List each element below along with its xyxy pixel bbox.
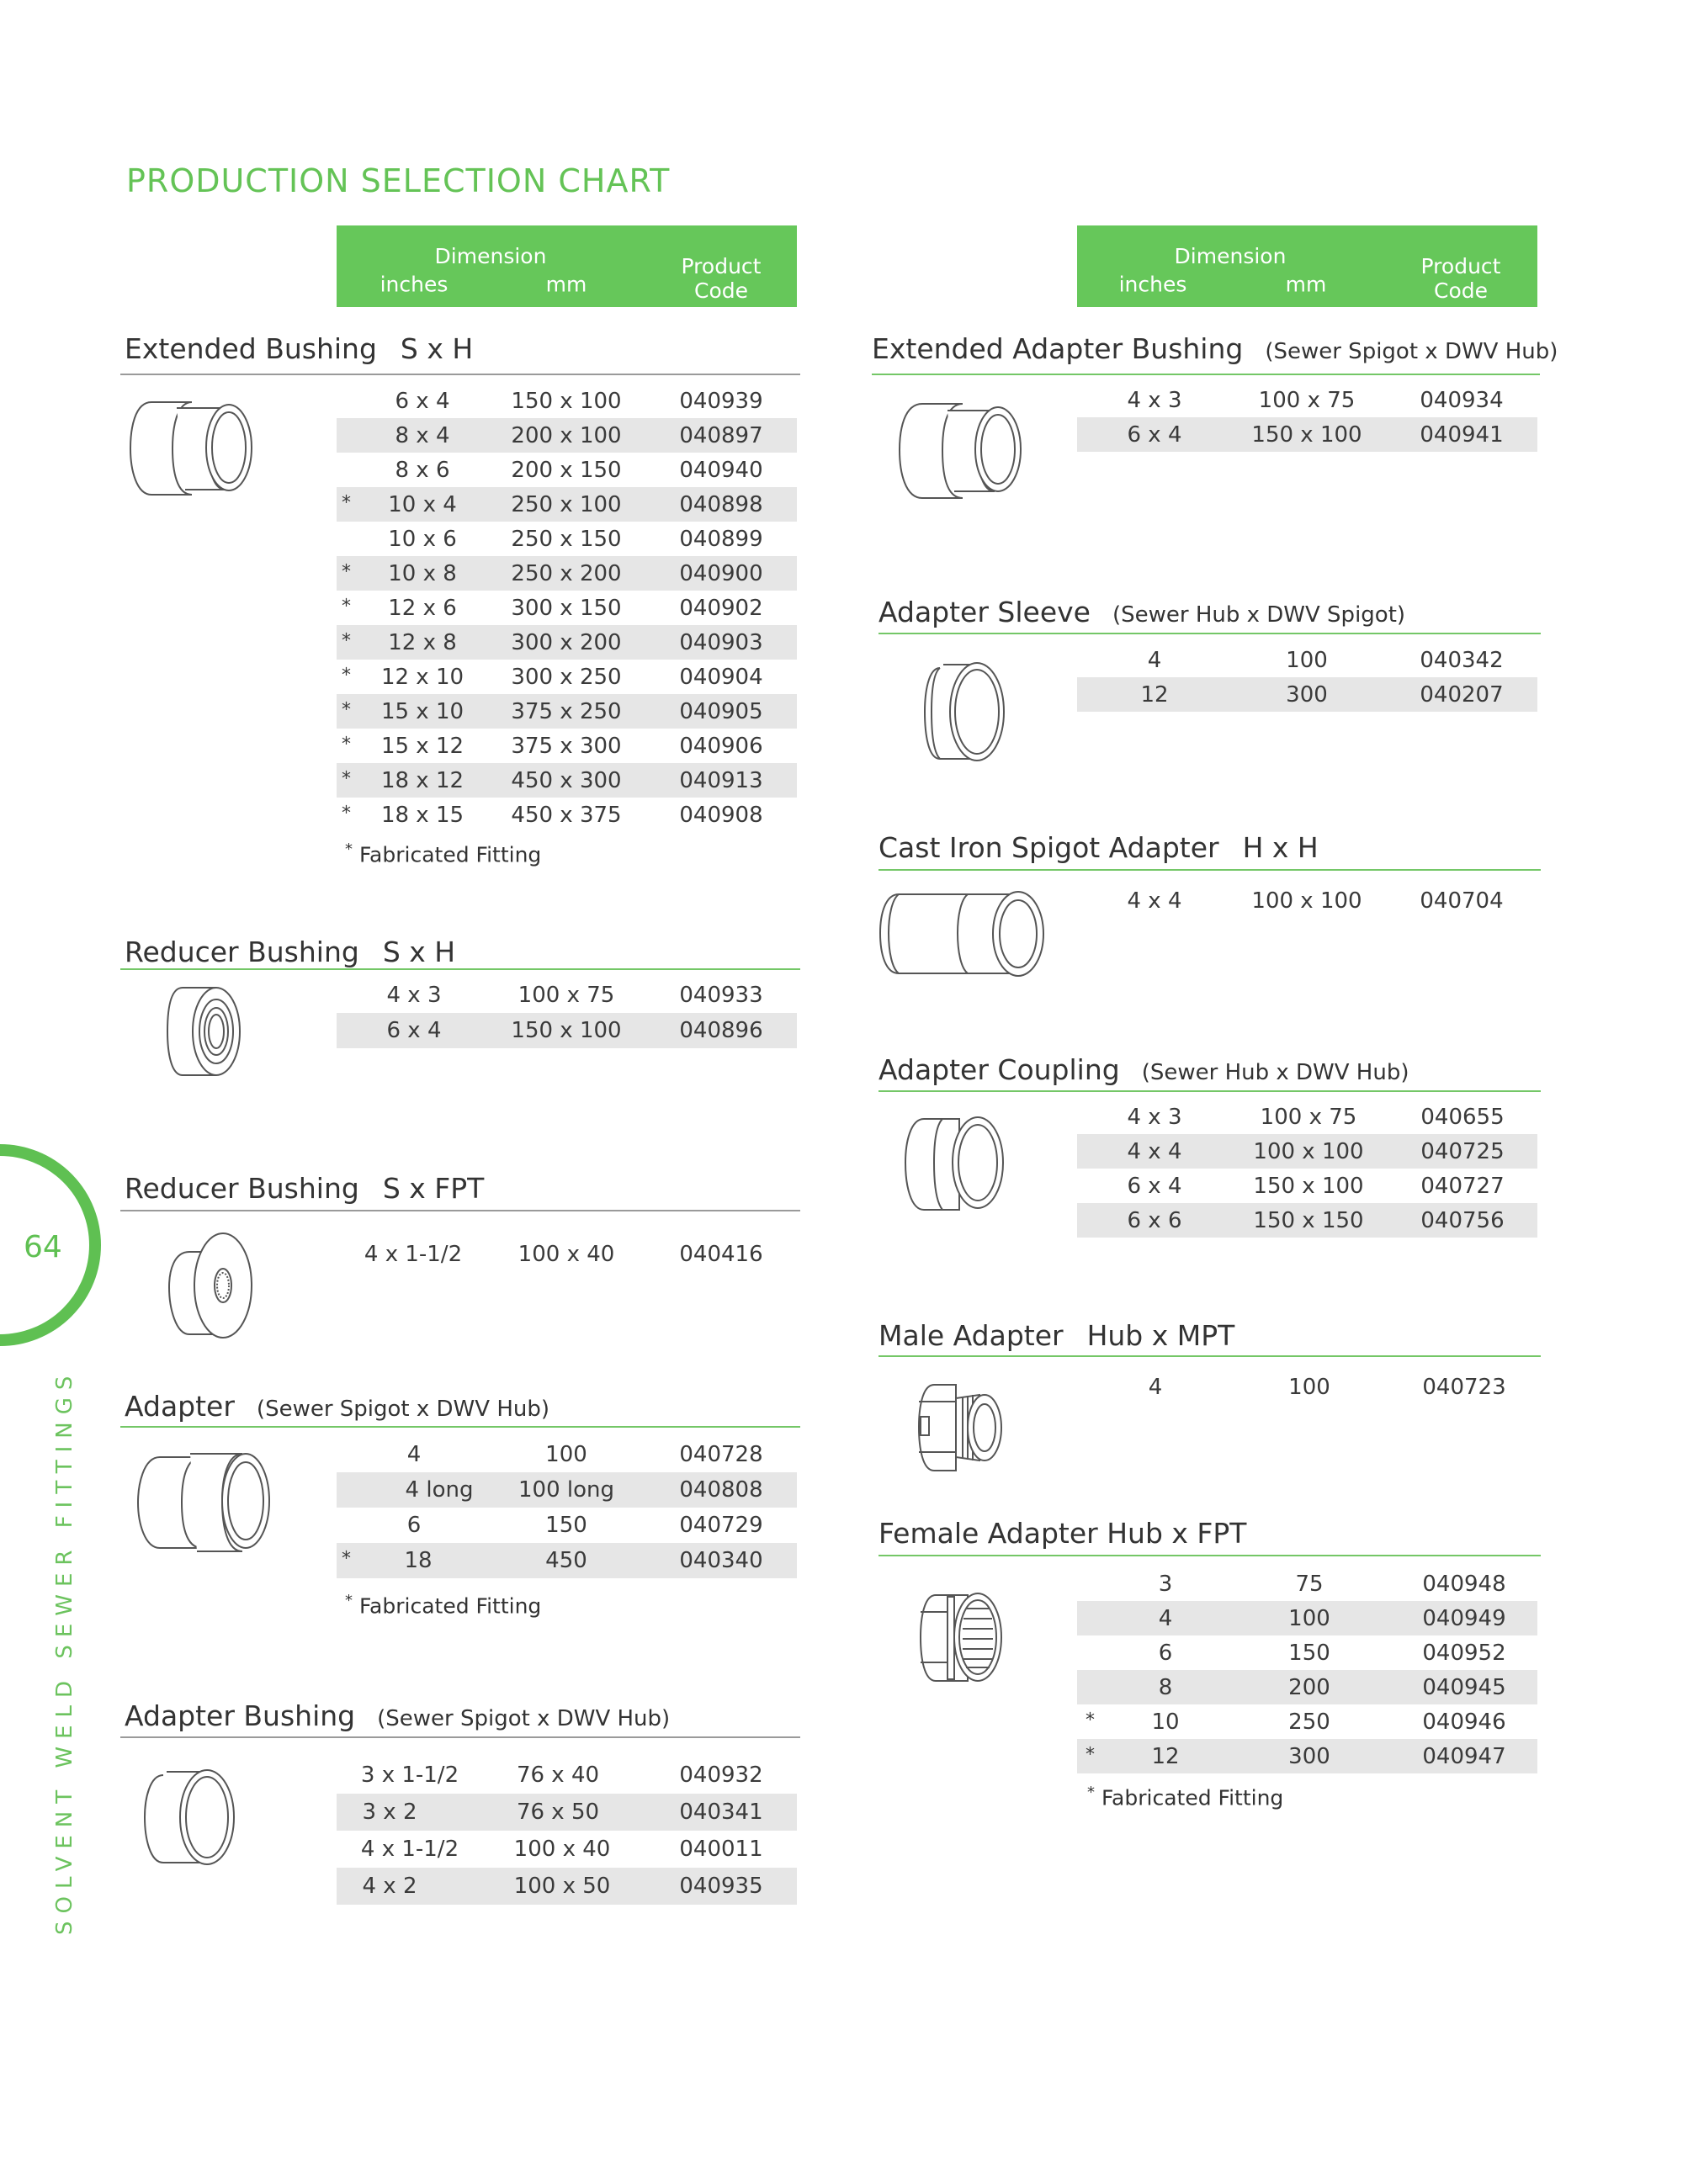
table-header-right xyxy=(1077,225,1537,307)
section-rule xyxy=(879,1355,1541,1357)
section-rule xyxy=(120,968,800,970)
table-adapter-bushing xyxy=(337,1757,797,1905)
table-row: 3 x 2 76 x 50 040341 xyxy=(337,1794,797,1831)
section-rule xyxy=(120,1736,800,1738)
side-label: SOLVENT WELD SEWER FITTINGS xyxy=(52,1368,77,1935)
page-number: 64 xyxy=(24,1230,62,1264)
table-row: 4 x 3 100 x 75 040933 xyxy=(386,983,763,1008)
extended-adapter-bushing-image xyxy=(895,395,1030,505)
table-adapter xyxy=(337,1437,797,1578)
header-mm: mm xyxy=(1285,272,1327,297)
adapter-bushing-image xyxy=(141,1765,238,1870)
header-dimension: Dimension xyxy=(1174,244,1287,268)
table-row: 6 x 6 150 x 150 040756 xyxy=(1077,1203,1537,1238)
cast-iron-spigot-adapter-image xyxy=(877,888,1049,980)
table-reducer-bushing-sh xyxy=(337,978,797,1048)
header-mm: mm xyxy=(545,272,587,297)
section-rule xyxy=(120,1210,800,1211)
section-title-adapter: Adapter (Sewer Spigot x DWV Hub) xyxy=(125,1390,549,1423)
adapter-image xyxy=(135,1445,273,1559)
table-row: 6 150 040729 xyxy=(406,1513,763,1538)
table-row: 6 x 4 150 x 100 040941 xyxy=(1077,417,1537,452)
table-row: * 12 x 10 300 x 250 040904 xyxy=(342,664,763,690)
header-product: Product xyxy=(681,254,762,278)
section-rule xyxy=(120,1426,800,1428)
table-row: * 18 450 040340 xyxy=(337,1543,797,1578)
table-row: * 18 x 12 450 x 300 040913 xyxy=(337,763,797,798)
table-row: * 15 x 12 375 x 300 040906 xyxy=(342,733,763,759)
table-row: 4 100 040723 xyxy=(1148,1375,1506,1400)
table-row: 4 x 4 100 x 100 040704 xyxy=(1127,888,1504,914)
table-row: * 12 x 6 300 x 150 040902 xyxy=(342,595,763,621)
table-row: 8 x 4 200 x 100 040897 xyxy=(337,418,797,453)
header-inches: inches xyxy=(1118,272,1187,297)
table-row: * 18 x 15 450 x 375 040908 xyxy=(342,802,763,828)
section-title-extended-bushing: Extended Bushing S x H xyxy=(125,332,474,365)
table-row: * 15 x 10 375 x 250 040905 xyxy=(337,694,797,729)
section-title-adapter-sleeve: Adapter Sleeve (Sewer Hub x DWV Spigot) xyxy=(879,596,1406,628)
table-row: 12 300 040207 xyxy=(1077,677,1537,712)
table-extended-bushing xyxy=(337,384,797,832)
table-row: 6 x 4 150 x 100 040939 xyxy=(395,388,763,414)
section-title-cast-iron-spigot-adapter: Cast Iron Spigot Adapter H x H xyxy=(879,831,1319,864)
fabricated-note: * Fabricated Fitting xyxy=(345,840,542,867)
section-title-female-adapter: Female Adapter Hub x FPT xyxy=(879,1517,1247,1550)
extended-bushing-image xyxy=(126,395,261,505)
section-title-male-adapter: Male Adapter Hub x MPT xyxy=(879,1319,1235,1352)
section-title-extended-adapter-bushing: Extended Adapter Bushing (Sewer Spigot x DWV Hub) xyxy=(872,332,1558,365)
male-adapter-image xyxy=(916,1380,1012,1476)
table-row: 4 x 1-1/2 100 x 40 040011 xyxy=(360,1837,763,1862)
fabricated-note: * Fabricated Fitting xyxy=(345,1592,542,1619)
table-row: * 12 x 8 300 x 200 040903 xyxy=(337,625,797,660)
section-title-adapter-bushing: Adapter Bushing (Sewer Spigot x DWV Hub) xyxy=(125,1699,671,1732)
table-header-left xyxy=(337,225,797,307)
female-adapter-image xyxy=(917,1588,1010,1688)
table-adapter-sleeve xyxy=(1077,643,1537,712)
table-female-adapter xyxy=(1077,1566,1537,1773)
section-title-reducer-bushing-sh: Reducer Bushing S x H xyxy=(125,936,456,968)
table-row: * 10 x 8 250 x 200 040900 xyxy=(337,556,797,591)
table-row: 4 100 040949 xyxy=(1077,1601,1537,1635)
section-rule xyxy=(879,869,1541,871)
table-row: 8 200 040945 xyxy=(1077,1670,1537,1704)
table-row: 6 x 4 150 x 100 040896 xyxy=(337,1013,797,1048)
header-code: Code xyxy=(693,278,749,303)
table-row: 4 x 3 100 x 75 040655 xyxy=(1127,1104,1505,1130)
table-row: 4 100 040342 xyxy=(1147,647,1504,673)
table-male-adapter xyxy=(1077,1370,1537,1405)
table-row: * 10 x 4 250 x 100 040898 xyxy=(337,487,797,522)
header-code: Code xyxy=(1433,278,1489,303)
table-row: 3 x 1-1/2 76 x 40 040932 xyxy=(360,1763,763,1788)
table-row: 8 x 6 200 x 150 040940 xyxy=(395,457,763,483)
section-rule xyxy=(879,1555,1541,1556)
table-row: * 10 250 040946 xyxy=(1086,1709,1506,1735)
header-inches: inches xyxy=(380,272,449,297)
reducer-bushing-image xyxy=(164,984,248,1079)
reducer-bushing-fpt-image xyxy=(164,1228,257,1342)
table-row: 4 x 1-1/2 100 x 40 040416 xyxy=(364,1242,763,1267)
header-dimension: Dimension xyxy=(434,244,547,268)
adapter-coupling-image xyxy=(902,1112,1007,1217)
section-rule xyxy=(879,1090,1541,1092)
section-title-reducer-bushing-sfpt: Reducer Bushing S x FPT xyxy=(125,1172,485,1205)
section-title-adapter-coupling: Adapter Coupling (Sewer Hub x DWV Hub) xyxy=(879,1053,1409,1086)
table-extended-adapter-bushing xyxy=(1077,383,1537,452)
table-row: 4 long 100 long 040808 xyxy=(337,1472,797,1508)
table-row: 4 100 040728 xyxy=(406,1442,763,1467)
table-reducer-bushing-sfpt xyxy=(337,1237,797,1272)
table-row: 4 x 3 100 x 75 040934 xyxy=(1127,387,1504,413)
header-product: Product xyxy=(1420,254,1501,278)
page-title: PRODUCTION SELECTION CHART xyxy=(126,162,671,200)
table-row: * 12 300 040947 xyxy=(1077,1739,1537,1773)
table-row: 10 x 6 250 x 150 040899 xyxy=(388,526,763,552)
table-row: 6 x 4 150 x 100 040727 xyxy=(1127,1173,1505,1199)
table-row: 6 150 040952 xyxy=(1158,1640,1506,1666)
table-row: 4 x 2 100 x 50 040935 xyxy=(337,1868,797,1905)
table-adapter-coupling xyxy=(1077,1100,1537,1238)
table-row: 4 x 4 100 x 100 040725 xyxy=(1077,1134,1537,1169)
section-rule xyxy=(879,633,1541,634)
section-rule xyxy=(872,374,1540,375)
section-rule xyxy=(120,374,800,375)
table-row: 3 75 040948 xyxy=(1158,1571,1506,1597)
fabricated-note: * Fabricated Fitting xyxy=(1087,1784,1284,1810)
table-cast-iron-spigot-adapter xyxy=(1077,883,1537,919)
adapter-sleeve-image xyxy=(921,658,1014,767)
